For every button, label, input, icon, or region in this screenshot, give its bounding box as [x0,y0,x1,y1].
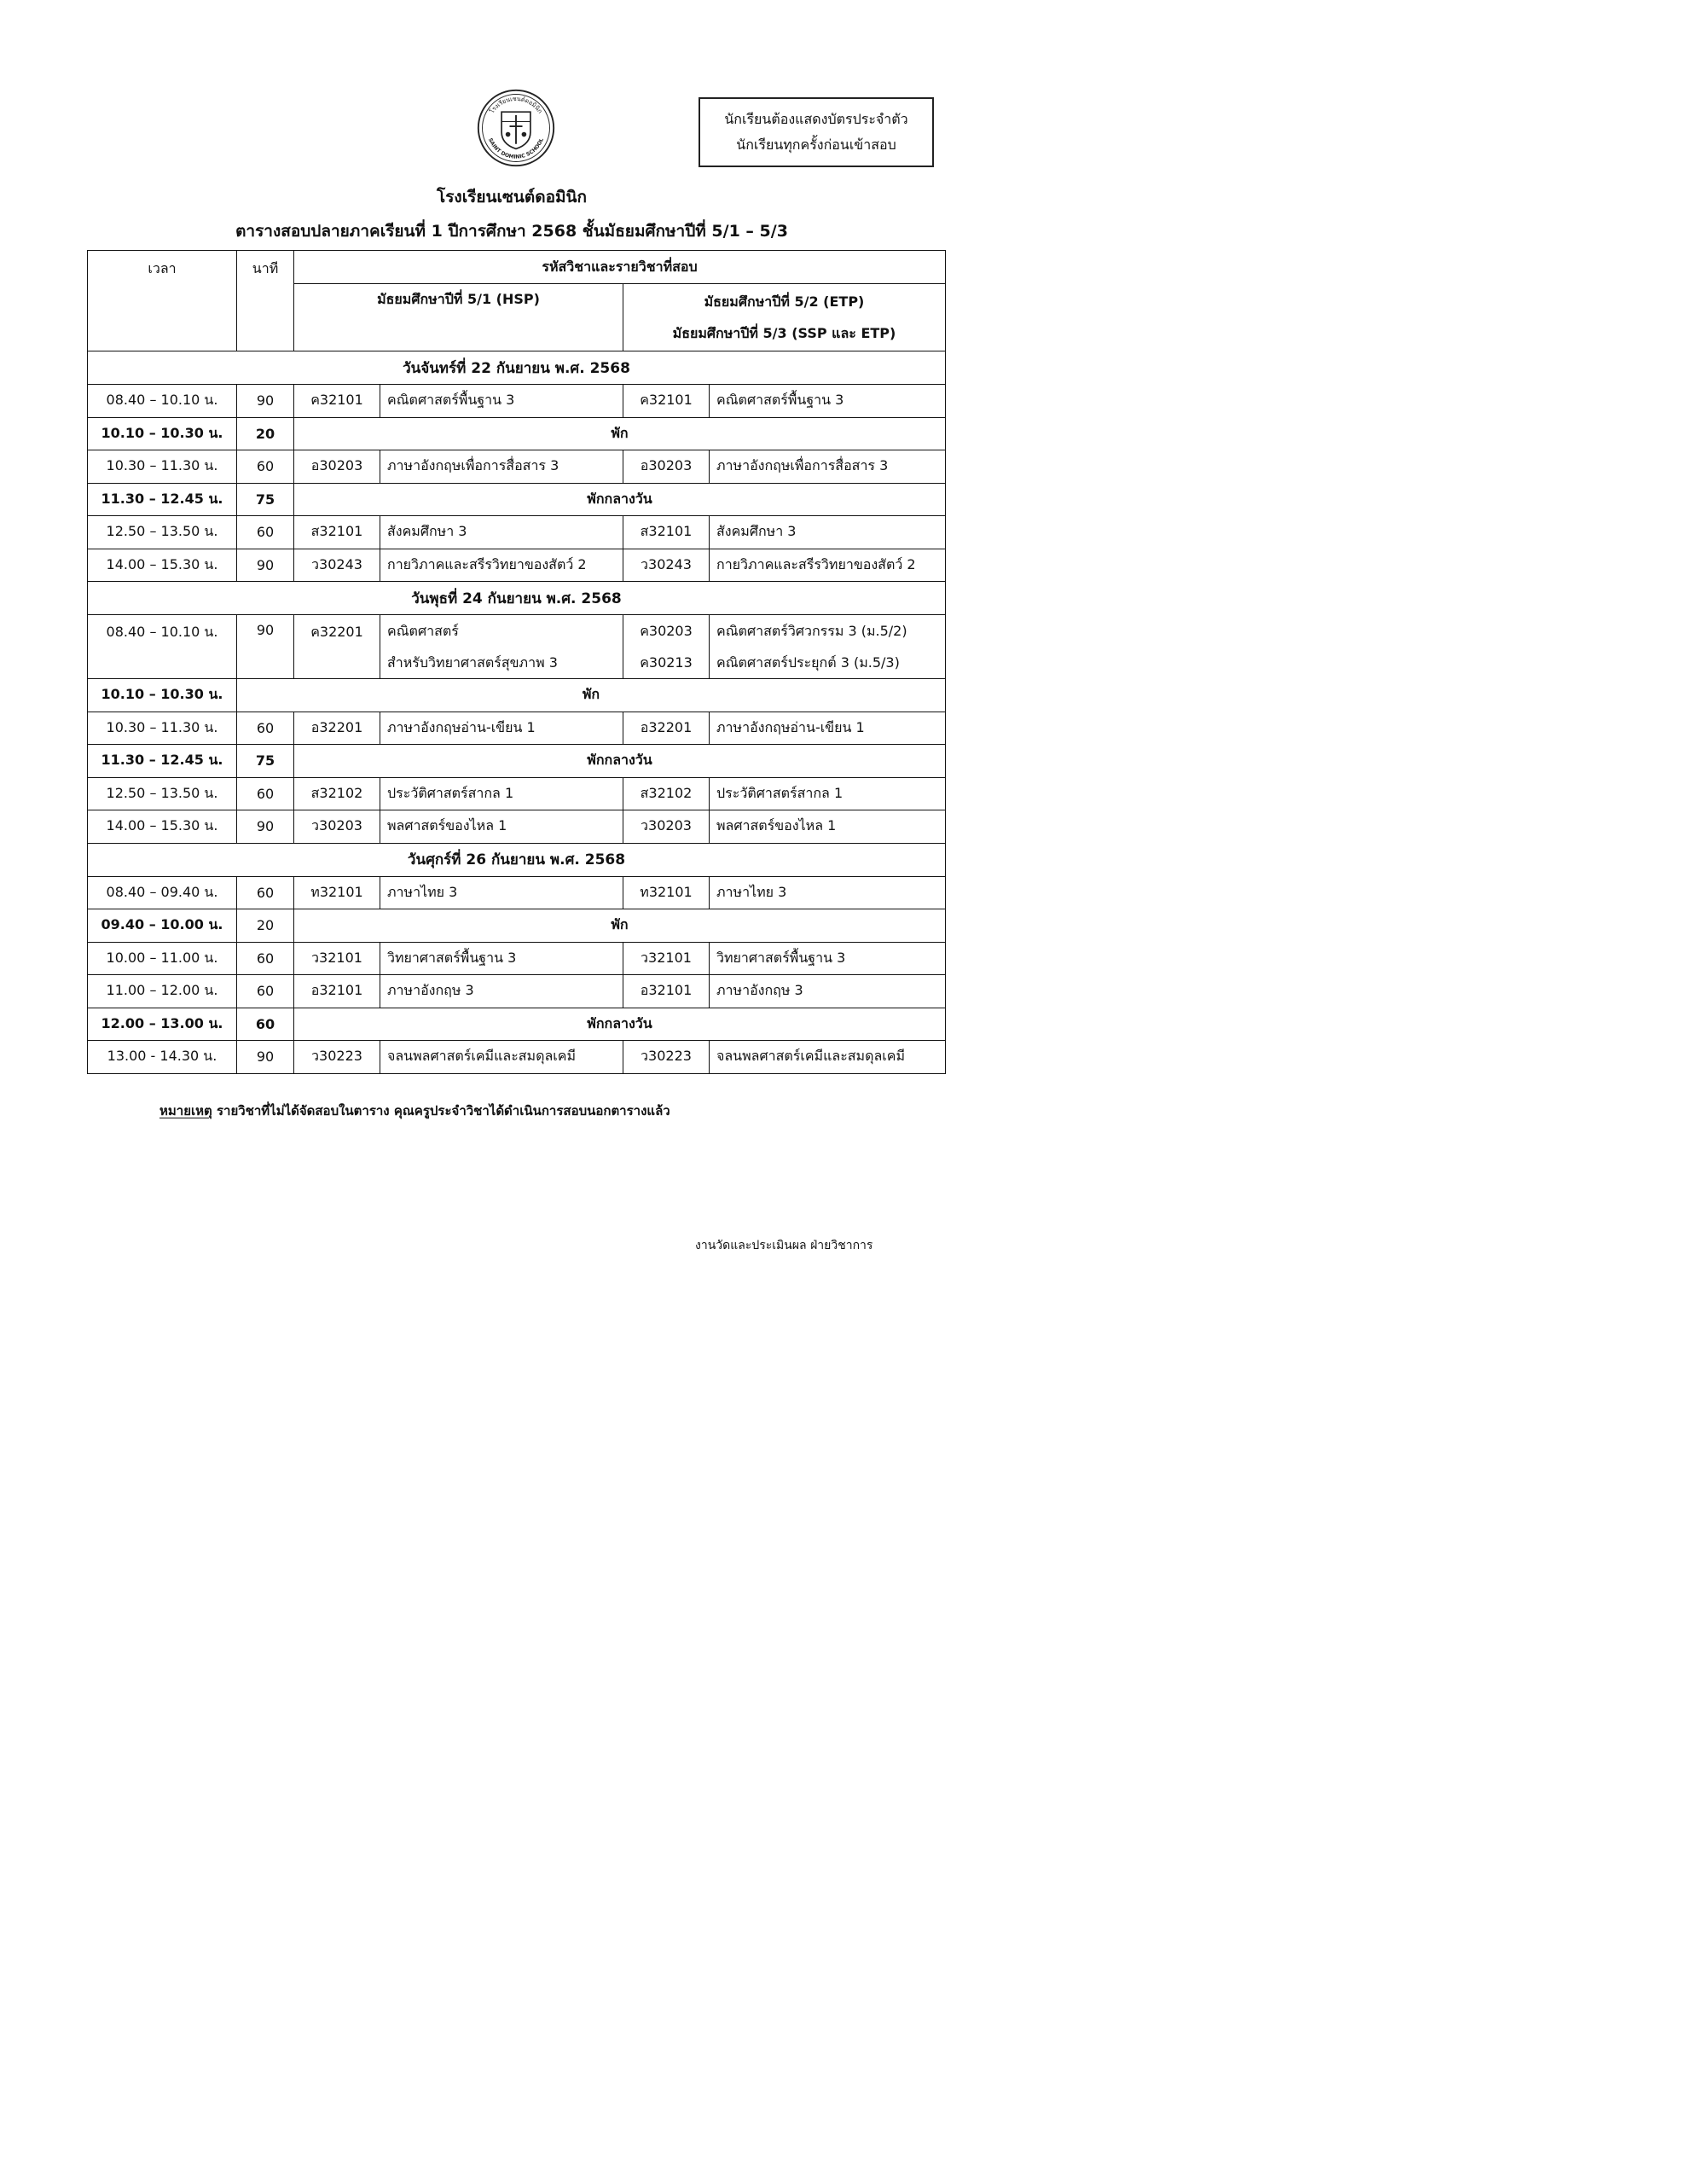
subject-cell: ประวัติศาสตร์สากล 1 [380,777,623,810]
break-row [88,679,946,712]
header-subjects: รหัสวิชาและรายวิชาที่สอบ [294,251,946,284]
header-class-5-2: มัธยมศึกษาปีที่ 5/2 (ETP) [704,293,865,310]
subject-line-2: คณิตศาสตร์ประยุกต์ 3 (ม.5/3) [716,654,900,671]
code-cell: ส32101 [623,516,710,549]
header-class-5-2-5-3 [623,284,946,351]
time-cell: 10.00 – 11.00 น. [88,942,237,975]
remark-text: รายวิชาที่ไม่ได้จัดสอบในตาราง คุณครูประจำวิชาได้ดำเนินการสอบนอกตารางแล้ว [212,1103,670,1118]
break-row [88,909,946,943]
code-cell: ว30223 [623,1041,710,1074]
minutes-cell: 75 [237,483,294,516]
subject-cell: ภาษาอังกฤษอ่าน-เขียน 1 [380,712,623,745]
department-footer: งานวัดและประเมินผล ฝ่ายวิชาการ [695,1239,873,1252]
header-minutes: นาที [237,251,294,351]
minutes-cell: 60 [237,942,294,975]
subject-cell: ภาษาอังกฤษ 3 [380,975,623,1008]
subject-cell: คณิตศาสตร์พื้นฐาน 3 [380,385,623,418]
table-row [88,615,946,679]
code-line-2: ค30213 [640,654,693,671]
subject-line-2: สำหรับวิทยาศาสตร์สุขภาพ 3 [387,654,558,671]
minutes-cell: 60 [237,450,294,484]
subject-cell: กายวิภาคและสรีรวิทยาของสัตว์ 2 [710,549,946,582]
break-row [88,483,946,516]
remark-note [159,1101,670,1121]
school-seal-icon [476,88,556,168]
header-row [88,251,946,284]
subject-cell: จลนพลศาสตร์เคมีและสมดุลเคมี [380,1041,623,1074]
code-cell: ค32201 [294,615,380,679]
minutes-cell: 90 [237,385,294,418]
table-row [88,810,946,844]
minutes-cell: 60 [237,516,294,549]
break-row [88,417,946,450]
time-cell: 11.30 – 12.45 น. [88,483,237,516]
code-cell: ส32101 [294,516,380,549]
break-cell: พักกลางวัน [294,483,946,516]
subject-cell: วิทยาศาสตร์พื้นฐาน 3 [380,942,623,975]
time-cell: 08.40 – 10.10 น. [88,385,237,418]
code-cell: ว32101 [623,942,710,975]
subject-cell: ภาษาอังกฤษอ่าน-เขียน 1 [710,712,946,745]
time-cell: 14.00 – 15.30 น. [88,549,237,582]
time-cell: 10.30 – 11.30 น. [88,712,237,745]
time-cell: 08.40 – 09.40 น. [88,876,237,909]
table-row [88,942,946,975]
time-cell: 10.30 – 11.30 น. [88,450,237,484]
exam-schedule-title: ตารางสอบปลายภาคเรียนที่ 1 ปีการศึกษา 2568 ชั้นมัธยมศึกษาปีที่ 5/1 – 5/3 [235,222,788,241]
code-cell: ส32102 [294,777,380,810]
subject-cell: วิทยาศาสตร์พื้นฐาน 3 [710,942,946,975]
seal-text-bottom: SAINT DOMINIC SCHOOL [487,136,545,160]
table-row [88,549,946,582]
break-cell: พัก [237,679,946,712]
minutes-cell: 90 [237,549,294,582]
minutes-cell: 75 [237,745,294,778]
code-cell: ว30203 [623,810,710,844]
day-row [88,582,946,615]
table-row [88,450,946,484]
header-class-5-1: มัธยมศึกษาปีที่ 5/1 (HSP) [294,284,623,351]
time-cell: 08.40 – 10.10 น. [88,615,237,679]
seal-text-top: โรงเรียนเซนต์ดอมินิก [487,94,545,115]
break-cell: พัก [294,909,946,943]
break-cell: พักกลางวัน [294,1008,946,1041]
code-cell: ท32101 [623,876,710,909]
code-cell: อ30203 [623,450,710,484]
subject-cell [380,615,623,679]
minutes-cell: 90 [237,1041,294,1074]
time-cell: 09.40 – 10.00 น. [88,909,237,943]
minutes-cell: 20 [237,417,294,450]
code-cell: อ32201 [623,712,710,745]
subject-cell [710,615,946,679]
day-label: วันศุกร์ที่ 26 กันยายน พ.ศ. 2568 [88,843,946,876]
table-row [88,385,946,418]
code-cell: ว30203 [294,810,380,844]
subject-cell: พลศาสตร์ของไหล 1 [710,810,946,844]
code-cell: ว30243 [294,549,380,582]
table-row [88,712,946,745]
header-time: เวลา [88,251,237,351]
break-row [88,745,946,778]
code-cell: ค32101 [294,385,380,418]
time-cell: 13.00 - 14.30 น. [88,1041,237,1074]
subject-cell: คณิตศาสตร์พื้นฐาน 3 [710,385,946,418]
table-row [88,975,946,1008]
code-line-1: ค30203 [640,623,693,639]
subject-cell: กายวิภาคและสรีรวิทยาของสัตว์ 2 [380,549,623,582]
time-cell: 12.50 – 13.50 น. [88,516,237,549]
subject-cell: พลศาสตร์ของไหล 1 [380,810,623,844]
subject-cell: ภาษาอังกฤษเพื่อการสื่อสาร 3 [380,450,623,484]
minutes-cell: 90 [237,810,294,844]
code-cell: อ32201 [294,712,380,745]
minutes-cell: 90 [237,615,294,679]
table-row [88,1041,946,1074]
code-cell: ว30223 [294,1041,380,1074]
time-cell: 11.30 – 12.45 น. [88,745,237,778]
day-row [88,351,946,385]
code-cell: ท32101 [294,876,380,909]
table-row [88,516,946,549]
school-name: โรงเรียนเซนต์ดอมินิก [437,188,587,206]
minutes-cell: 60 [237,777,294,810]
time-cell: 12.00 – 13.00 น. [88,1008,237,1041]
code-cell: ค32101 [623,385,710,418]
code-cell [623,615,710,679]
notice-line-2: นักเรียนทุกครั้งก่อนเข้าสอบ [736,136,896,153]
header-class-5-3: มัธยมศึกษาปีที่ 5/3 (SSP และ ETP) [672,325,896,341]
subject-cell: ภาษาอังกฤษ 3 [710,975,946,1008]
time-cell: 10.10 – 10.30 น. [88,679,237,712]
day-label: วันพุธที่ 24 กันยายน พ.ศ. 2568 [88,582,946,615]
break-row [88,1008,946,1041]
code-cell: ว30243 [623,549,710,582]
time-cell: 12.50 – 13.50 น. [88,777,237,810]
day-label: วันจันทร์ที่ 22 กันยายน พ.ศ. 2568 [88,351,946,385]
notice-line-1: นักเรียนต้องแสดงบัตรประจำตัว [724,111,908,127]
minutes-cell: 60 [237,876,294,909]
minutes-cell: 20 [237,909,294,943]
subject-line-1: คณิตศาสตร์ [387,623,459,639]
time-cell: 11.00 – 12.00 น. [88,975,237,1008]
subject-cell: ประวัติศาสตร์สากล 1 [710,777,946,810]
table-row [88,876,946,909]
subject-cell: ภาษาไทย 3 [380,876,623,909]
remark-label: หมายเหตุ [159,1103,212,1118]
subject-line-1: คณิตศาสตร์วิศวกรรม 3 (ม.5/2) [716,623,907,639]
subject-cell: ภาษาอังกฤษเพื่อการสื่อสาร 3 [710,450,946,484]
break-cell: พักกลางวัน [294,745,946,778]
code-cell: อ32101 [294,975,380,1008]
time-cell: 10.10 – 10.30 น. [88,417,237,450]
subject-cell: สังคมศึกษา 3 [710,516,946,549]
table-row [88,777,946,810]
code-cell: ส32102 [623,777,710,810]
minutes-cell: 60 [237,975,294,1008]
code-cell: ว32101 [294,942,380,975]
time-cell: 14.00 – 15.30 น. [88,810,237,844]
subject-cell: จลนพลศาสตร์เคมีและสมดุลเคมี [710,1041,946,1074]
code-cell: อ30203 [294,450,380,484]
code-cell: อ32101 [623,975,710,1008]
id-card-notice [699,97,934,167]
day-row [88,843,946,876]
minutes-cell: 60 [237,712,294,745]
subject-cell: ภาษาไทย 3 [710,876,946,909]
break-cell: พัก [294,417,946,450]
minutes-cell: 60 [237,1008,294,1041]
subject-cell: สังคมศึกษา 3 [380,516,623,549]
exam-schedule-table [87,250,946,1074]
